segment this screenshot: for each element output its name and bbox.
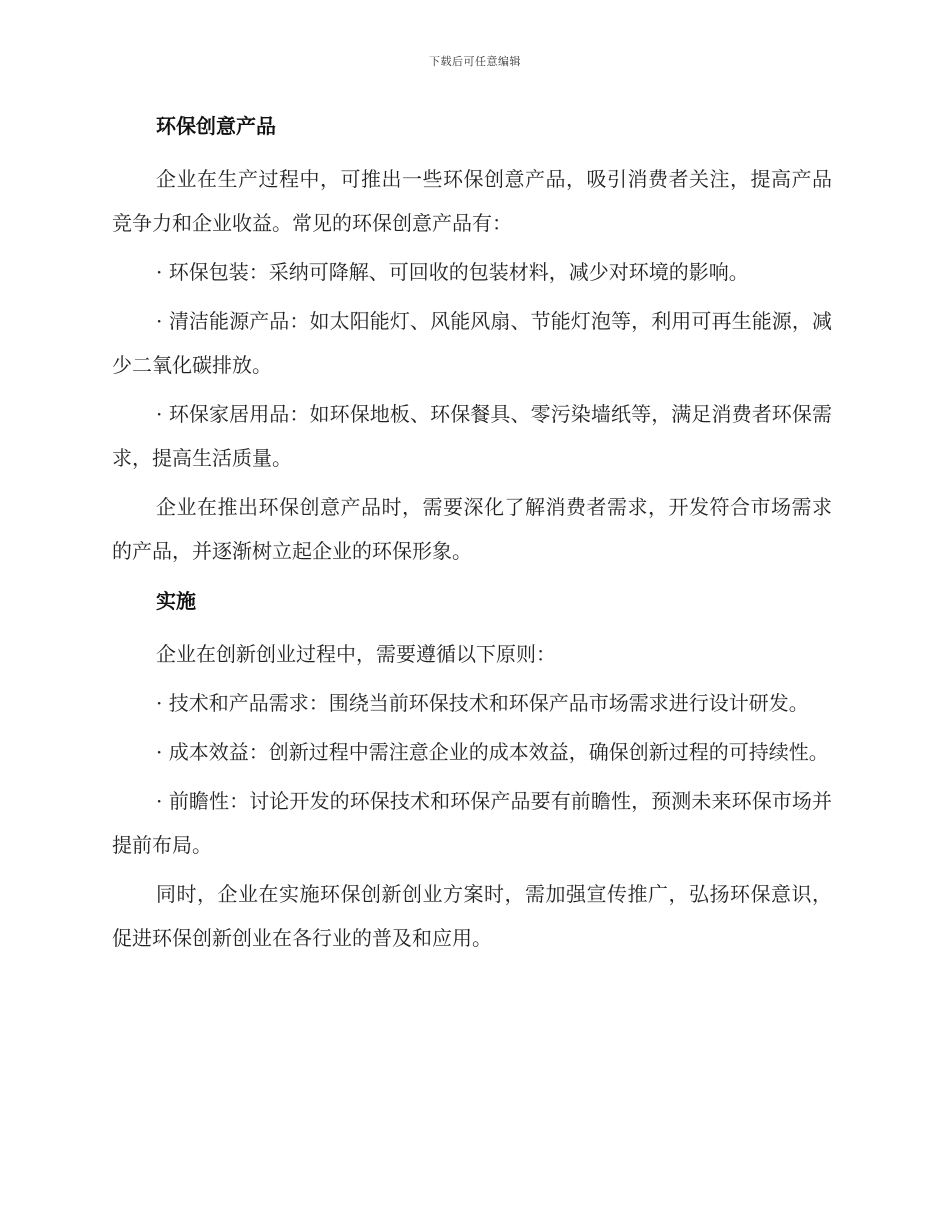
bullet-paragraph: · 清洁能源产品：如太阳能灯、风能风扇、节能灯泡等，利用可再生能源，减少二氧化碳排放。	[112, 309, 832, 377]
bullet-paragraph: · 技术和产品需求：围绕当前环保技术和环保产品市场需求进行设计研发。	[156, 691, 809, 715]
section-heading: 实施	[156, 589, 196, 613]
paragraph: 企业在创新创业过程中，需要遵循以下原则：	[156, 642, 556, 666]
paragraph: 企业在推出环保创意产品时，需要深化了解消费者需求，开发符合市场需求的产品，并逐渐树立起企业的环保形象。	[112, 495, 832, 563]
bullet-paragraph: · 成本效益：创新过程中需注意企业的成本效益，确保创新过程的可持续性。	[156, 740, 829, 764]
section-heading: 环保创意产品	[156, 114, 276, 138]
paragraph: 企业在生产过程中，可推出一些环保创意产品，吸引消费者关注，提高产品竞争力和企业收益。常见的环保创意产品有：	[112, 167, 832, 235]
bullet-paragraph: · 环保家居用品：如环保地板、环保餐具、零污染墙纸等，满足消费者环保需求，提高生活质量。	[112, 402, 832, 470]
section-eco-creative-products	[112, 107, 832, 573]
section-implementation	[112, 582, 832, 960]
bullet-paragraph: · 前瞻性：讨论开发的环保技术和环保产品要有前瞻性，预测未来环保市场并提前布局。	[112, 789, 832, 857]
bullet-paragraph: · 环保包装：采纳可降解、可回收的包装材料，减少对环境的影响。	[156, 260, 749, 284]
page-header-note: 下载后可任意编辑	[429, 55, 521, 68]
document-body	[112, 107, 832, 965]
paragraph: 同时，企业在实施环保创新创业方案时，需加强宣传推广，弘扬环保意识，促进环保创新创业在各行业的普及和应用。	[112, 882, 832, 950]
